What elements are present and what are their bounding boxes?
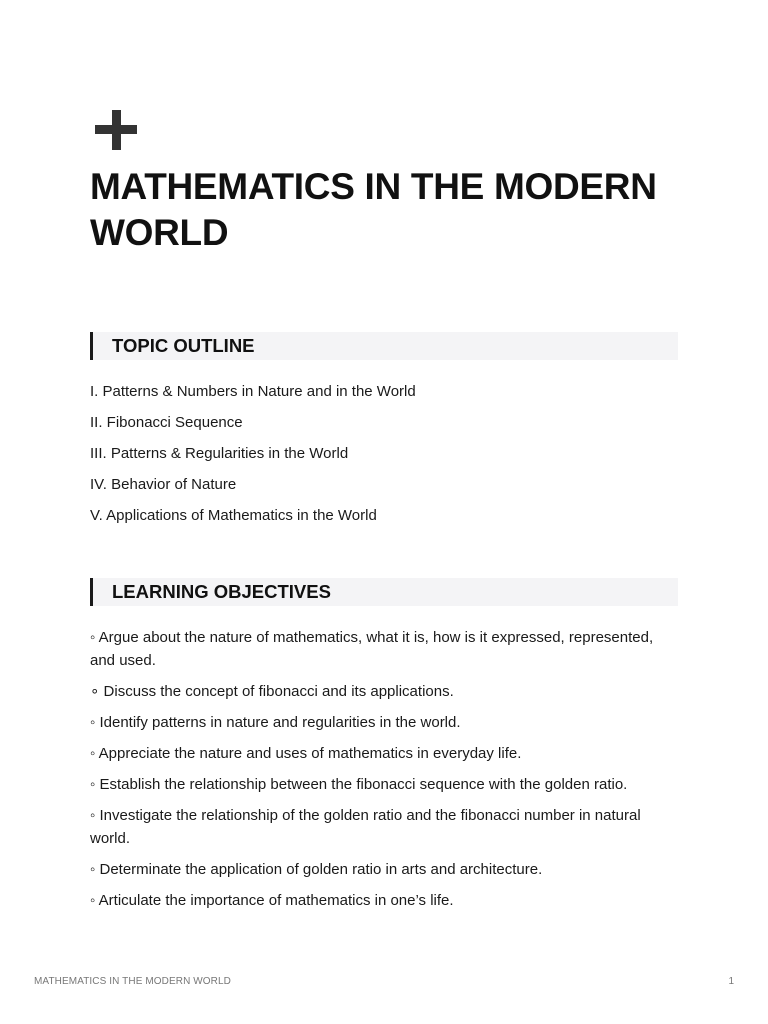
objective-item: ◦ Appreciate the nature and uses of mathematics in everyday life. — [90, 745, 522, 762]
footer-title: MATHEMATICS IN THE MODERN WORLD — [34, 976, 231, 987]
topic-outline-header — [90, 332, 678, 360]
learning-objectives-heading: LEARNING OBJECTIVES — [112, 581, 331, 602]
outline-item: II. Fibonacci Sequence — [90, 414, 243, 431]
objective-item: ◦ Investigate the relationship of the golden ratio and the fibonacci number in natural world. — [90, 807, 641, 847]
learning-objectives-header — [90, 578, 678, 606]
outline-item: V. Applications of Mathematics in the World — [90, 507, 377, 524]
objective-item: ◦ Determinate the application of golden ratio in arts and architecture. — [90, 861, 543, 878]
topic-outline-heading: TOPIC OUTLINE — [112, 335, 255, 356]
footer-page-number: 1 — [728, 976, 734, 987]
outline-item: I. Patterns & Numbers in Nature and in the World — [90, 383, 416, 400]
document-title: MATHEMATICS IN THE MODERN WORLD — [90, 166, 657, 253]
learning-objectives-list — [90, 626, 680, 920]
plus-icon-vertical-bar — [112, 110, 121, 150]
objective-item: ∘ Discuss the concept of fibonacci and its applications. — [90, 683, 454, 700]
outline-item: III. Patterns & Regularities in the World — [90, 445, 349, 462]
outline-item: IV. Behavior of Nature — [90, 476, 237, 493]
plus-icon — [95, 110, 137, 150]
objective-item: ◦ Identify patterns in nature and regularities in the world. — [90, 714, 461, 731]
objective-item: ◦ Argue about the nature of mathematics, what it is, how is it expressed, represented, and used. — [90, 629, 654, 669]
objective-item: ◦ Establish the relationship between the fibonacci sequence with the golden ratio. — [90, 776, 628, 793]
objective-item: ◦ Articulate the importance of mathematics in one’s life. — [90, 892, 454, 909]
topic-outline-list — [90, 380, 680, 535]
